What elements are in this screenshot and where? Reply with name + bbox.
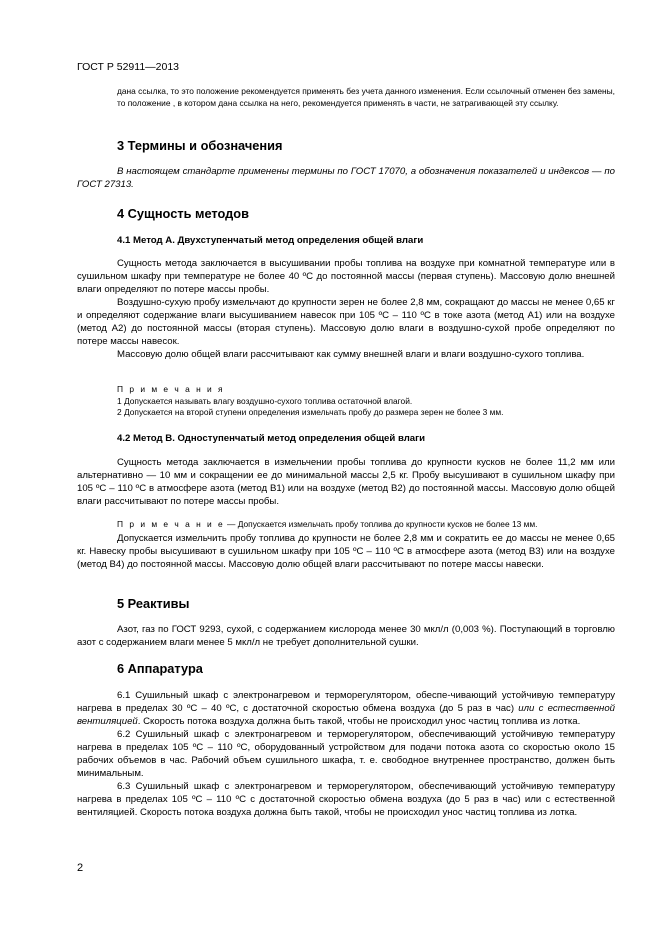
section-5-title: 5 Реактивы [117, 596, 190, 611]
s41-paragraph-1: Сущность метода заключается в высушивании пробы топлива на воздухе при комнатной температуре или в сушильном шкафу при температуре не более 40 ºС до постоянной массы (первая ступень). Массовую долю внешней влаги определяют по потере массы пробы. [77, 258, 615, 295]
section-4-2-body-2 [77, 532, 615, 571]
section-4-1-body [77, 257, 615, 361]
section-4-1-title: 4.1 Метод А. Двухступенчатый метод определения общей влаги [117, 235, 424, 246]
section-5-body [77, 623, 615, 649]
s42-paragraph-2: Допускается измельчить пробу топлива до крупности не более 2,8 мм и сократить ее до массы не менее 0,65 кг. Навеску пробы высушивают в сушильном шкафу при 105 ºС – 110 ºС в атмосфере азота (метод В3) или на воздухе (метод В4) до постоянной массы. Массовую долю общей влаги рассчитывают по потере массы навески. [77, 533, 615, 570]
s42-note-label: П р и м е ч а н и е [117, 519, 225, 529]
page-number: 2 [77, 862, 84, 874]
s42-paragraph-1: Сущность метода заключается в измельчении пробы топлива до крупности кусков не более 11,2 мм или альтернативно — 10 мм и сокращении ее до минимальной массы 2,5 кг. Пробу высушивают в сушильном шкафу при 105 ºС – 110 ºС в атмосфере азота (метод В1) или на воздухе (метод В2) до постоянной массы. Массовую долю общей влаги рассчитывают по потере массы пробы. [77, 457, 615, 507]
s42-note-text: — Допускается измельчать пробу топлива до крупности кусков не более 13 мм. [224, 519, 538, 529]
section-4-2-body [77, 456, 615, 508]
intro-paragraph: дана ссылка, то это положение рекомендуется применять без учета данного изменения. Если ссылочный отменен без замены, то положение , в котором дана ссылка на него, рекомендуется применять в части, не затрагивающей эту ссылку. [117, 86, 615, 108]
notes-title: П р и м е ч а н и я [117, 384, 225, 394]
section-3-paragraph: В настоящем стандарте применены термины по ГОСТ 17070, а обозначения показателей и индексов — по ГОСТ 27313. [77, 166, 615, 190]
section-6-body [77, 689, 615, 819]
s61-text-b: . Скорость потока воздуха должна быть такой, чтобы не происходил унос частиц топлива из лотка. [137, 716, 581, 727]
section-4-2-title: 4.2 Метод В. Одноступенчатый метод определения общей влаги [117, 433, 426, 444]
section-3-title: 3 Термины и обозначения [117, 138, 283, 153]
s61-text-a: 6.1 Сушильный шкаф с электронагревом и терморегулятором, обеспе-чивающий устойчивую температуру нагрева в пределах 30 ºС – 40 ºС, с достаточной скоростью обмена воздуха (до 5 раз в час) [77, 690, 615, 714]
s41-paragraph-3: Массовую долю общей влаги рассчитывают как сумму внешней влаги и влаги воздушно-сухого топлива. [117, 349, 585, 360]
document-code: ГОСТ Р 52911—2013 [77, 61, 180, 73]
s5-paragraph: Азот, газ по ГОСТ 9293, сухой, с содержанием кислорода менее 30 мкл/л (0,003 %). Поступающий в торговлю азот с содержанием влаги менее 5 мкл/л не требует дополнительной сушки. [77, 624, 615, 648]
s6-paragraph-3: 6.3 Сушильный шкаф с электронагревом и терморегулятором, обеспечивающий устойчивую температуру нагрева в пределах 105 ºС – 110 ºС с достаточной скоростью обмена воздуха (до 5 раз в час) или с естественной вентиляцией. Скорость потока воздуха должна быть такой, чтобы не происходил унос частиц топлива из лотка. [77, 781, 615, 818]
section-6-title: 6 Аппаратура [117, 661, 203, 676]
section-4-title: 4 Сущность методов [117, 206, 249, 221]
intro-block [117, 86, 615, 109]
section-4-2-note [117, 519, 615, 531]
section-4-1-notes [117, 384, 615, 419]
s6-paragraph-2: 6.2 Сушильный шкаф с электронагревом и терморегулятором, обеспечивающий устойчивую температуру нагрева в пределах 105 ºС – 110 ºС, оборудованный устройством для подачи потока азота со скоростью около 15 рабочих объемов в час. Рабочий объем сушильного шкафа, т. е. свободное внутреннее пространство, должен быть минимальным. [77, 729, 615, 779]
note-2: 2 Допускается на второй ступени определения измельчать пробу до размера зерен не более 3 мм. [117, 407, 504, 417]
section-3-text [77, 165, 615, 191]
s41-paragraph-2: Воздушно-сухую пробу измельчают до крупности зерен не более 2,8 мм, сокращают до массы не менее 0,65 кг и определяют содержание влаги высушиванием навесок при 105 ºС – 110 ºС в токе азота (метод А1) или на воздухе (метод А2) до постоянной массы (вторая ступень). Массовую долю влаги в воздушно-сухой пробе определяют по потере массы навесок. [77, 297, 615, 347]
note-1: 1 Допускается называть влагу воздушно-сухого топлива остаточной влагой. [117, 395, 413, 406]
s61-text-italic: или с естественной вентиляцией [77, 703, 615, 727]
s6-paragraph-1 [77, 689, 615, 728]
